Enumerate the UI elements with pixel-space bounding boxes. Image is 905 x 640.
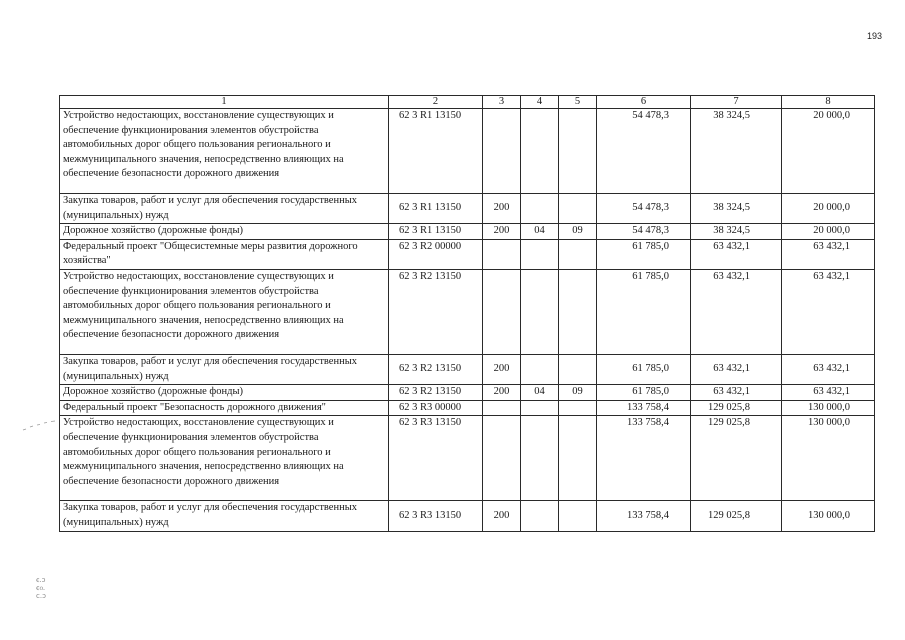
amount-col-7: 129 025,8 [691, 501, 782, 531]
amount-col-6: 133 758,4 [597, 416, 691, 501]
page-number: 193 [866, 31, 882, 41]
section [521, 269, 559, 354]
table-row [60, 194, 875, 224]
section [521, 194, 559, 224]
amount-col-8: 63 432,1 [782, 239, 875, 269]
amount-col-6: 61 785,0 [597, 354, 691, 384]
subsection [559, 400, 597, 416]
target-article-code: 62 3 R1 13150 [389, 224, 483, 240]
target-article-code: 62 3 R3 13150 [389, 416, 483, 501]
table-header-row [60, 96, 875, 109]
margin-mark: ꞓ᧐. [36, 584, 46, 592]
amount-col-8: 63 432,1 [782, 269, 875, 354]
amount-col-8: 20 000,0 [782, 224, 875, 240]
row-description: Федеральный проект "Безопасность дорожного движения" [60, 400, 389, 416]
column-header: 6 [597, 96, 691, 109]
margin-mark: ⅽ.ↄ [36, 592, 46, 600]
amount-col-6: 133 758,4 [597, 501, 691, 531]
amount-col-6: 54 478,3 [597, 109, 691, 194]
amount-col-7: 63 432,1 [691, 239, 782, 269]
column-header: 4 [521, 96, 559, 109]
scan-artifact [22, 420, 56, 432]
amount-col-6: 61 785,0 [597, 385, 691, 401]
section [521, 109, 559, 194]
section: 04 [521, 224, 559, 240]
expense-type: 200 [483, 501, 521, 531]
amount-col-8: 130 000,0 [782, 400, 875, 416]
target-article-code: 62 3 R1 13150 [389, 109, 483, 194]
expense-type [483, 239, 521, 269]
subsection: 09 [559, 385, 597, 401]
row-description: Дорожное хозяйство (дорожные фонды) [60, 224, 389, 240]
expense-type [483, 400, 521, 416]
amount-col-8: 20 000,0 [782, 109, 875, 194]
expense-type [483, 109, 521, 194]
column-header: 3 [483, 96, 521, 109]
amount-col-7: 38 324,5 [691, 194, 782, 224]
subsection [559, 354, 597, 384]
table-row [60, 354, 875, 384]
table-row [60, 400, 875, 416]
amount-col-7: 63 432,1 [691, 269, 782, 354]
expense-type: 200 [483, 354, 521, 384]
expense-type [483, 269, 521, 354]
target-article-code: 62 3 R2 00000 [389, 239, 483, 269]
target-article-code: 62 3 R3 13150 [389, 501, 483, 531]
section [521, 501, 559, 531]
table-row [60, 239, 875, 269]
column-header: 2 [389, 96, 483, 109]
expense-type [483, 416, 521, 501]
table-row [60, 385, 875, 401]
row-description: Устройство недостающих, восстановление существующих и обеспечение функционирования элементов обустройства автомобильных дорог общего пользования регионального и межмуниципального значения, непосредственно влияющих на обеспечение безопасности дорожного движения [60, 416, 389, 501]
subsection [559, 416, 597, 501]
budget-table [59, 95, 875, 532]
expense-type: 200 [483, 385, 521, 401]
target-article-code: 62 3 R2 13150 [389, 269, 483, 354]
section [521, 354, 559, 384]
section [521, 416, 559, 501]
row-description: Устройство недостающих, восстановление существующих и обеспечение функционирования элементов обустройства автомобильных дорог общего пользования регионального и межмуниципального значения, непосредственно влияющих на обеспечение безопасности дорожного движения [60, 269, 389, 354]
amount-col-6: 61 785,0 [597, 269, 691, 354]
table-row [60, 416, 875, 501]
row-description: Закупка товаров, работ и услуг для обеспечения государственных (муниципальных) нужд [60, 354, 389, 384]
row-description: Закупка товаров, работ и услуг для обеспечения государственных (муниципальных) нужд [60, 194, 389, 224]
amount-col-7: 63 432,1 [691, 385, 782, 401]
amount-col-7: 129 025,8 [691, 416, 782, 501]
target-article-code: 62 3 R3 00000 [389, 400, 483, 416]
subsection [559, 239, 597, 269]
subsection [559, 269, 597, 354]
amount-col-6: 61 785,0 [597, 239, 691, 269]
subsection [559, 194, 597, 224]
amount-col-6: 54 478,3 [597, 224, 691, 240]
amount-col-6: 133 758,4 [597, 400, 691, 416]
expense-type: 200 [483, 224, 521, 240]
section: 04 [521, 385, 559, 401]
amount-col-7: 129 025,8 [691, 400, 782, 416]
target-article-code: 62 3 R2 13150 [389, 385, 483, 401]
section [521, 400, 559, 416]
table-row [60, 224, 875, 240]
amount-col-6: 54 478,3 [597, 194, 691, 224]
table-row [60, 501, 875, 531]
row-description: Устройство недостающих, восстановление существующих и обеспечение функционирования элементов обустройства автомобильных дорог общего пользования регионального и межмуниципального значения, непосредственно влияющих на обеспечение безопасности дорожного движения [60, 109, 389, 194]
expense-type: 200 [483, 194, 521, 224]
target-article-code: 62 3 R2 13150 [389, 354, 483, 384]
amount-col-7: 38 324,5 [691, 224, 782, 240]
amount-col-7: 38 324,5 [691, 109, 782, 194]
column-header: 5 [559, 96, 597, 109]
amount-col-8: 63 432,1 [782, 354, 875, 384]
table-row [60, 269, 875, 354]
amount-col-8: 63 432,1 [782, 385, 875, 401]
column-header: 1 [60, 96, 389, 109]
amount-col-8: 20 000,0 [782, 194, 875, 224]
row-description: Закупка товаров, работ и услуг для обеспечения государственных (муниципальных) нужд [60, 501, 389, 531]
column-header: 8 [782, 96, 875, 109]
subsection: 09 [559, 224, 597, 240]
row-description: Дорожное хозяйство (дорожные фонды) [60, 385, 389, 401]
amount-col-7: 63 432,1 [691, 354, 782, 384]
amount-col-8: 130 000,0 [782, 416, 875, 501]
margin-marks [36, 576, 46, 600]
row-description: Федеральный проект "Общесистемные меры развития дорожного хозяйства" [60, 239, 389, 269]
subsection [559, 501, 597, 531]
subsection [559, 109, 597, 194]
table-row [60, 109, 875, 194]
target-article-code: 62 3 R1 13150 [389, 194, 483, 224]
amount-col-8: 130 000,0 [782, 501, 875, 531]
margin-mark: ꞓ.ↄ [36, 576, 46, 584]
section [521, 239, 559, 269]
column-header: 7 [691, 96, 782, 109]
